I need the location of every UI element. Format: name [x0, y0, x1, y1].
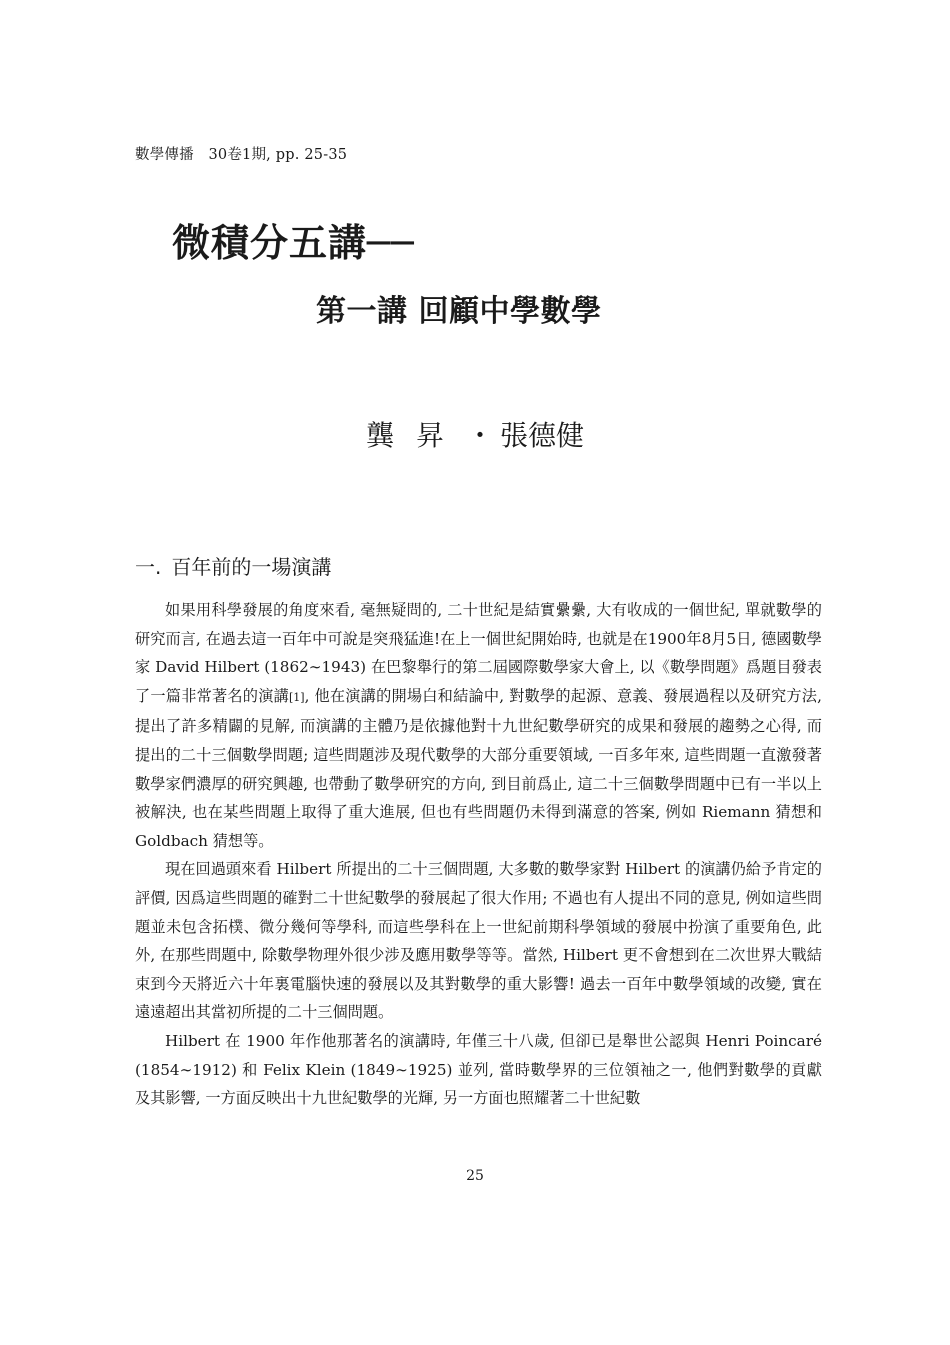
section-heading [135, 551, 331, 580]
running-header: 數學傳播 30卷1期, pp. 25-35 [135, 147, 348, 163]
body-text [135, 596, 822, 1113]
article-title: 微積分五講── [172, 221, 415, 265]
article-subtitle: 第一講 回顧中學數學 [316, 294, 602, 329]
author-2: 張德健 [500, 419, 585, 452]
author-1: 龔昇 [365, 419, 466, 452]
paragraph: 現在回過頭來看 Hilbert 所提出的二十三個問題, 大多數的數學家對 Hilbert 的演講仍給予肯定的評價, 因爲這些問題的確對二十世紀數學的發展起了很大作用; 不過也有人提出不同的意見, 例如這些問題並未包含拓樸、微分幾何等學科, 而這些學科在上一世紀前期科學領域的發展中扮演了重要角色, 此外, 在那些問題中, 除數學物理外很少涉及應用數學等等。當然, Hilbert 更不會想到在二次世界大戰結束到今天將近六十年裏電腦快速的發展以及其對數學的重大影響! 過去一百年中數學領域的改變, 實在遠遠超出其當初所提的二十三個問題。 [135, 860, 822, 1022]
paragraph-text: 如果用科學發展的角度來看, 毫無疑問的, 二十世紀是結實纍纍, 大有收成的一個世紀, 單就數學的研究而言, 在過去這一百年中可說是突飛猛進!在上一個世紀開始時, 也就是在1900年8月5日, 德國數學家 David Hilbert (1862∼1943) 在巴黎舉行的第二屆國際數學家大會上, 以《數學問題》爲題目發表了一篇非常著名的演講 [135, 601, 822, 705]
paragraph-text: , 他在演講的開場白和結論中, 對數學的起源、意義、發展過程以及研究方法, 提出了許多精闢的見解, 而演講的主體乃是依據他對十九世紀數學研究的成果和發展的趨勢之心得, 而提出的二十三個數學問題; 這些問題涉及現代數學的大部分重要領域, 一百多年來, 這些問題一直激發著數學家們濃厚的研究興趣, 也帶動了數學研究的方向, 到目前爲止, 這二十三個數學問題中已有一半以上被解決, 也在某些問題上取得了重大進展, 但也有些問題仍未得到滿意的答案, 例如 Riemann 猜想和 Goldbach 猜想等。 [135, 686, 823, 850]
paragraph [135, 596, 822, 855]
citation-ref: [1] [289, 690, 305, 704]
author-line [0, 414, 950, 454]
page-number: 25 [466, 1168, 484, 1184]
author-separator: ・ [465, 419, 494, 452]
section-title: 百年前的一場演講 [171, 555, 332, 579]
paragraph: Hilbert 在 1900 年作他那著名的演講時, 年僅三十八歲, 但卻已是舉世公認與 Henri Poincaré (1854∼1912) 和 Felix Klein (1849∼1925) 並列, 當時數學界的三位領袖之一, 他們對數學的貢獻及其影響, 一方面反映出十九世紀數學的光輝, 另一方面也照耀著二十世紀數 [135, 1031, 822, 1108]
section-number: 一. [135, 555, 162, 579]
